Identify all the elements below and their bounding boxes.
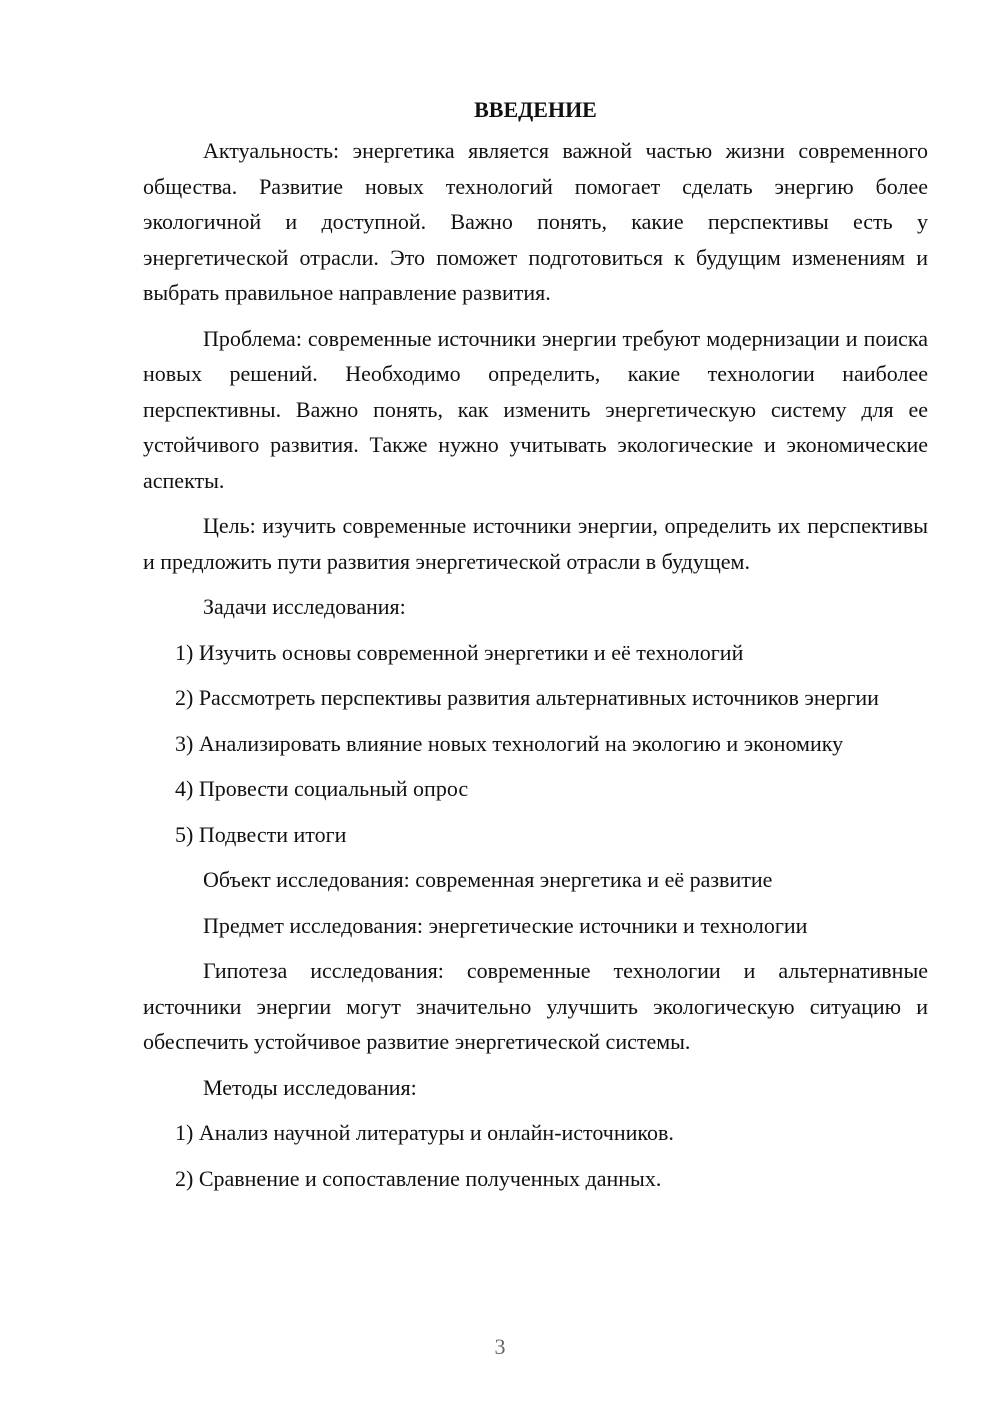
object-paragraph: Объект исследования: современная энергетика и её развитие: [203, 867, 773, 892]
methods-heading: Методы исследования:: [203, 1074, 417, 1100]
goal-paragraph: Цель: изучить современные источники энергии, определить их перспективы и предложить пути развития энергетической отрасли в будущем.: [143, 513, 928, 574]
task-item: 4) Провести социальный опрос: [175, 776, 469, 801]
hypothesis-paragraph: Гипотеза исследования: современные технологии и альтернативные источники энергии могут значительно улучшить экологическую ситуацию и обеспечить устойчивое развитие энергетической системы.: [143, 958, 928, 1054]
tasks-heading: Задачи исследования:: [203, 594, 406, 619]
task-item: 5) Подвести итоги: [175, 821, 347, 847]
page-number: 3: [494, 1334, 506, 1359]
document-page: [143, 93, 928, 1196]
task-item: 1) Изучить основы современной энергетики и её технологий: [175, 639, 744, 665]
problem-paragraph: Проблема: современные источники энергии требуют модернизации и поиска новых решений. Необходимо определить, какие технологии наиболее перспективны. Важно понять, как изменить энергетическую систему для ее устойчивого развития. Также нужно учитывать экологические и экономические аспекты.: [143, 325, 928, 493]
subject-paragraph: Предмет исследования: энергетические источники и технологии: [203, 912, 808, 938]
page-title: ВВЕДЕНИЕ: [474, 97, 597, 122]
task-item: 3) Анализировать влияние новых технологий на экологию и экономику: [175, 730, 844, 756]
task-item: 2) Рассмотреть перспективы развития альтернативных источников энергии: [175, 685, 879, 710]
method-item: 1) Анализ научной литературы и онлайн-источников.: [175, 1120, 674, 1145]
method-item: 2) Сравнение и сопоставление полученных данных.: [175, 1165, 662, 1191]
relevance-paragraph: Актуальность: энергетика является важной частью жизни современного общества. Развитие новых технологий помогает сделать энергию более экологичной и доступной. Важно понять, какие перспективы есть у энергетической отрасли. Это поможет подготовиться к будущим изменениям и выбрать правильное направление развития.: [143, 138, 928, 305]
